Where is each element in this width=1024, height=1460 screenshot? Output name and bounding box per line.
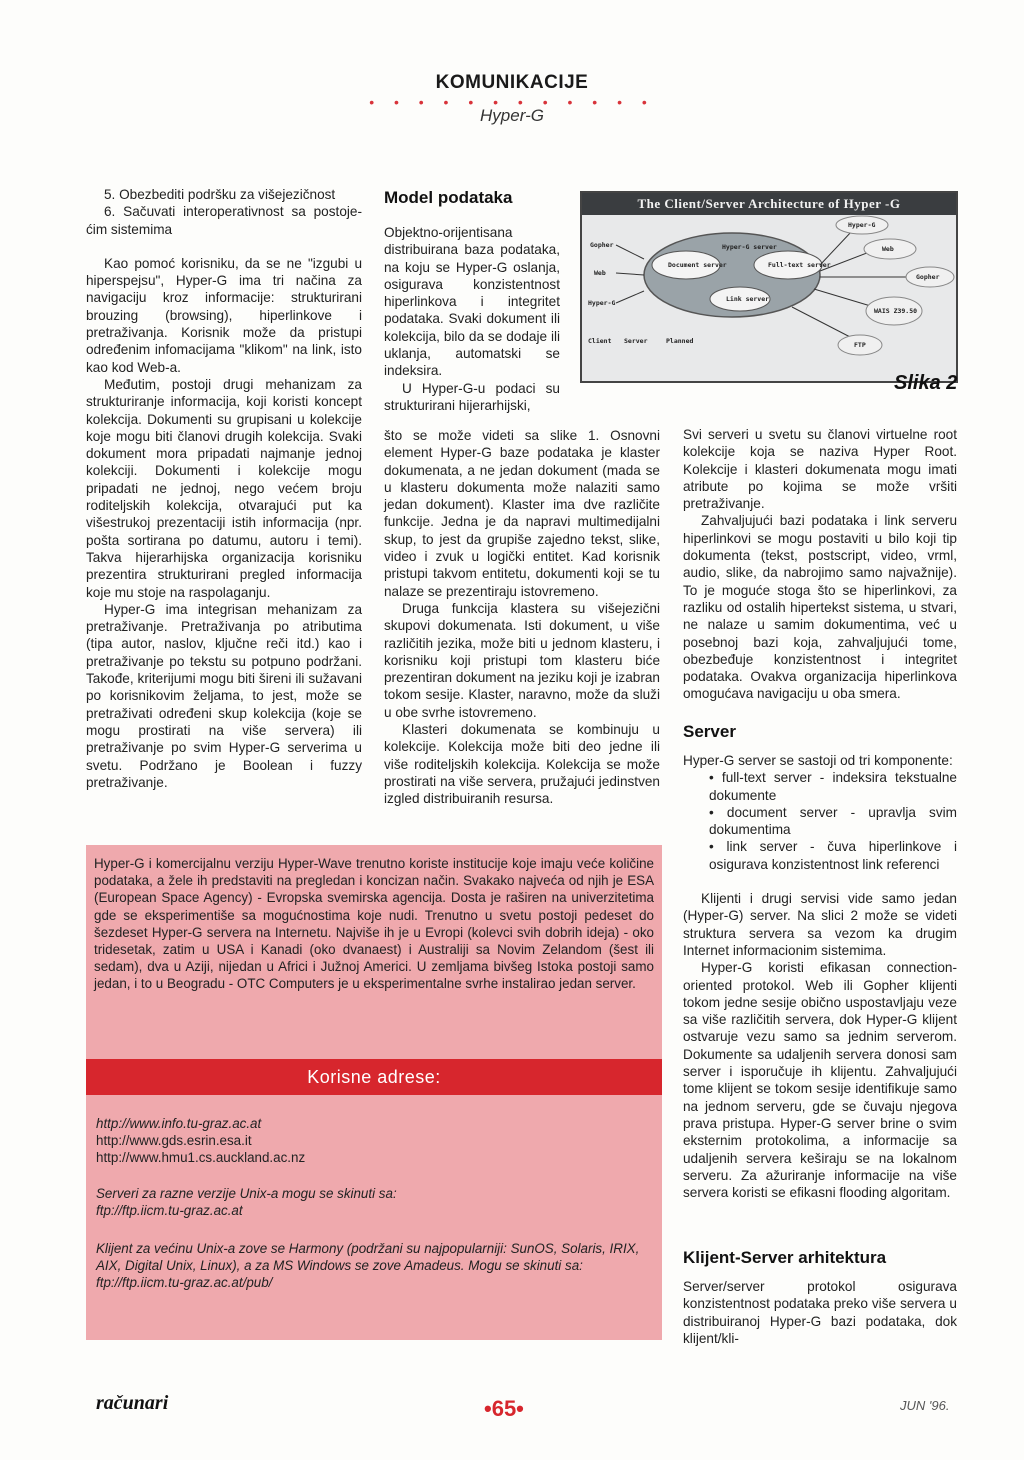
column-middle-narrow <box>384 224 560 414</box>
connector-hyperg <box>616 291 644 303</box>
architecture-diagram <box>582 215 956 381</box>
bullet-item: • full-text server - indeksira tekstualne dokumente <box>709 770 957 803</box>
paragraph: Klasteri dokumenata se kombinuju u kolekcije. Kolekcija može biti deo jedne ili više roditeljskih kolekcija. Kolekcija se može prostirati na više servera, pružajući jedinstven izgled distribuiranih resursa. <box>384 722 660 807</box>
sidebar-text: Hyper-G i komercijalnu verziju Hyper-Wave trenutno koriste institucije koje imaju veće količine podataka, a žele ih predstaviti na pregledan i koncizan način. Svakako najveća od njih je ESA (European Space Agency) - Evropska svemirska agencija. Dosta je raširen na univerzitetima gde se eksperimentiše sa mogućnostima koje nudi. Trenutno u svetu postoji pedeset do šezdeset Hyper-G servera na Internetu. Najviše ih je u Evropi (kolevci svih dobrih ideja) - oko tridesetak, zatim u USA i Kanadi (oko dvanaest) i Australiji sa Novim Zelandom (šest ili sedam), dva u Aziji, nijedan u Africi i Južnoj Americi. U zemljama bivšeg Istoka postoji samo jedan, i to u Beogradu - OTC Computers je u eksperimentalne svrhe instalirao jedan server. <box>94 856 654 992</box>
connector-web <box>616 273 644 275</box>
paragraph: Međutim, postoji drugi mehanizam za strukturiranje informacija, koji koristi koncept kolekcija. Dokumenti su grupisani u kolekcije koje mogu biti članovi drugih kolekcija. Svaki dokument mora pripadati najmanje jednoj kolekciji. Dokumenti i kolekcije mogu pripadati ne jednoj, nego većem broju roditeljskih kolekcija, otvarajući put ka višestrukoj prezentaciji istih informacija (npr. pošta sortirana po datumu, autoru i temi). Takva hijerarhijska organizacija korisniku prezentira strukturirani pregled informacija koje mu stoje na raspolaganju. <box>86 376 362 600</box>
column-right-top <box>683 426 957 703</box>
link-ftp[interactable]: ftp://ftp.iicm.tu-graz.ac.at <box>96 1203 243 1218</box>
column-middle <box>384 427 660 808</box>
heading-model-podataka: Model podataka <box>384 188 513 207</box>
list-item: 6. Sačuvati interoperativnost sa postoje-ćim sistemima <box>86 204 362 237</box>
paragraph: Druga funkcija klastera su višejezični skupovi dokumenata. Isti dokument, u više različitih jezika, može biti u jednom klasteru, i korisniku koji pristupi tom klasteru biće prezentiran dokument na jeziku koji je izabran tokom sesije. Klaster, naravno, može da služi u obe svrhe istovremeno. <box>384 600 660 720</box>
label-web-r: Web <box>882 245 894 253</box>
paragraph: Zahvaljujući bazi podataka i link serveru hiperlinkovi se mogu postaviti u bilo koji tip dokumenta (tekst, postscript, video, vrml, audio, slike, da nabrojimo samo najvažnije). To je moguće stoga što se hiperlinkovi, za razliku od ostalih hipertekst sistema, u stvari, ne nalaze u samim dokumentima, već u posebnoj bazi koja, zahvaljujući tome, obezbeđuje konzistentnost i integritet podataka. Ovakva organizacija hiperlinkova omogućava navigaciju u oba smera. <box>683 513 957 702</box>
page-number: •65• <box>484 1396 524 1421</box>
label-gopher-r: Gopher <box>916 273 940 281</box>
section-title: KOMUNIKACIJE <box>435 72 589 93</box>
article-subtitle: Hyper-G <box>480 106 544 125</box>
label-wais: WAIS Z39.50 <box>874 307 918 315</box>
addresses-title: Korisne adrese: <box>86 1059 662 1095</box>
label-web-l: Web <box>594 269 606 277</box>
connector-ftp <box>792 307 854 339</box>
column-left <box>86 186 362 791</box>
paragraph: Svi serveri u svetu su članovi virtuelne root kolekcije koja se naziva Hyper Root. Kolekcije i klasteri dokumenata mogu imati atribute po kojima se može vršiti pretraživanje. <box>683 427 957 512</box>
label-center: Hyper-G server <box>722 243 777 251</box>
link-url[interactable]: http://www.hmu1.cs.auckland.ac.nz <box>96 1150 306 1165</box>
link-url[interactable]: http://www.gds.esrin.esa.it <box>96 1133 252 1148</box>
column-right-server <box>683 752 957 1201</box>
bullet-item: • link server - čuva hiperlinkove i osigurava konzistentnost link referenci <box>709 839 957 872</box>
label-document: Document server <box>668 261 727 269</box>
paragraph: Klijenti i drugi servisi vide samo jedan (Hyper-G) server. Na slici 2 može se videti struktura servera sa vezom ka drugim Internet informacionim sistemima. <box>683 891 957 958</box>
paragraph: Objektno-orijentisana distribuirana baza podataka, na koju se Hyper-G oslanja, osigurava konzistentnost hiperlinkova i integritet podataka. Svaki dokument ili kolekcija, bilo da se dodaje ili uklanja, automatski se indeksira. <box>384 225 560 379</box>
list-item: 5. Obezbediti podršku za višejezičnost <box>104 187 336 202</box>
label-client: Client <box>588 337 612 345</box>
label-hyperg-l: Hyper-G <box>588 299 616 307</box>
header-dots: • • • • • • • • • • • • <box>369 94 655 110</box>
architecture-figure <box>580 191 958 383</box>
paragraph: Server/server protokol osigurava konzistentnost podataka preko više servera u distribuiranoj Hyper-G bazi podataka, dok klijent/kli- <box>683 1279 957 1346</box>
unix-servers-note: Serveri za razne verzije Unix-a mogu se skinuti sa: <box>96 1186 397 1201</box>
link-url[interactable]: http://www.info.tu-graz.ac.at <box>96 1116 262 1131</box>
label-planned: Planned <box>666 337 694 345</box>
label-link: Link server <box>726 295 770 303</box>
connector-gopher <box>616 245 644 259</box>
paragraph: Hyper-G koristi efikasan connection-oriented protokol. Web ili Gopher klijenti tokom jedne sesije obično uspostavljaju veze sa više različitih servera, dok Hyper-G klijent ostvaruje vezu samo sa jednim serverom. Dokumente sa udaljenih servera donosi sam server i isporučuje ih klijentu. Zahvaljujući tome klijent se tokom sesije identifikuje samo na jednom serveru, gde se čuvaju njegova prava pristupa. Hyper-G server brine o svim eksternim protokolima, a informacije sa udaljenih servera keširaju se na lokalnom serveru. Za ažuriranje informacije na više servera koristi se efikasni flooding algoritam. <box>683 960 957 1201</box>
paragraph: Kao pomoć korisniku, da se ne "izgubi u hiperspejsu", Hyper-G ima tri načina za navigaciju kroz informacije: strukturirani brouzing (browsing), hiperlinkove i pretraživanja. Korisnik može da pristupi određenim infomacijama "klikom" na link, isto kao kod Web-a. <box>86 255 362 375</box>
label-fulltext: Full-text server <box>768 261 831 269</box>
connector-hyperg-r <box>820 231 852 265</box>
connector-wais <box>814 289 874 307</box>
paragraph: Hyper-G ima integrisan mehanizam za pretraživanje. Pretraživanja po atributima (tipa autor, naslov, ključne reči itd.) kao i pretraživanje po tekstu su potpuno podržani. Takođe, kriterijumi mogu biti šireni ili sužavani po korisnikovim željama, to jest, može se pretraživati određeni skup kolekcija (koje se mogu prostirati na više servera) ili pretraživanje po svim Hyper-G serverima u svetu. Podržano je Boolean i fuzzy pretraživanje. <box>86 601 362 790</box>
paragraph: U Hyper-G-u podaci su strukturirani hijerarhijski, <box>384 380 560 413</box>
label-gopher-l: Gopher <box>590 241 614 249</box>
heading-server: Server <box>683 722 736 741</box>
paragraph: Hyper-G server se sastoji od tri komponente: <box>683 753 953 768</box>
label-server: Server <box>624 337 648 345</box>
magazine-logo: računari <box>96 1392 169 1414</box>
addresses-box <box>86 1100 662 1340</box>
label-ftp: FTP <box>854 341 866 349</box>
heading-klijent-server: Klijent-Server arhitektura <box>683 1248 887 1267</box>
client-note: Klijent za većinu Unix-a zove se Harmony (podržani su najpopularniji: SunOS, Solaris, IRIX, AIX, Digital Unix, Linux), a za MS Windows se zove Amadeus. Mogu se skinuti sa: ftp://ftp.iicm.tu-graz.ac.at/pub/ <box>96 1241 640 1290</box>
issue-date: JUN '96. <box>900 1398 950 1413</box>
column-right-bottom <box>683 1278 957 1347</box>
bullet-item: • document server - upravlja svim dokumentima <box>709 804 957 838</box>
figure-title: The Client/Server Architecture of Hyper -G <box>582 193 956 215</box>
figure-caption: Slika 2 <box>894 372 958 394</box>
label-hyperg-r: Hyper-G <box>848 221 876 229</box>
paragraph: što se može videti sa slike 1. Osnovni element Hyper-G baze podataka je klaster dokumenata, a ne jedan dokument (mada se u klasteru dokumenta može nalaziti samo jedan dokument). Klaster ima dve različite funkcije. Jedna je da napravi multimedijalni skup, to jest da grupiše zajedno tekst, slike, video i zvuk u logički entitet. Kad korisnik pristupi takvom entitetu, dokumenti koji se tu nalaze se prezentiraju istovremeno. <box>384 428 660 599</box>
